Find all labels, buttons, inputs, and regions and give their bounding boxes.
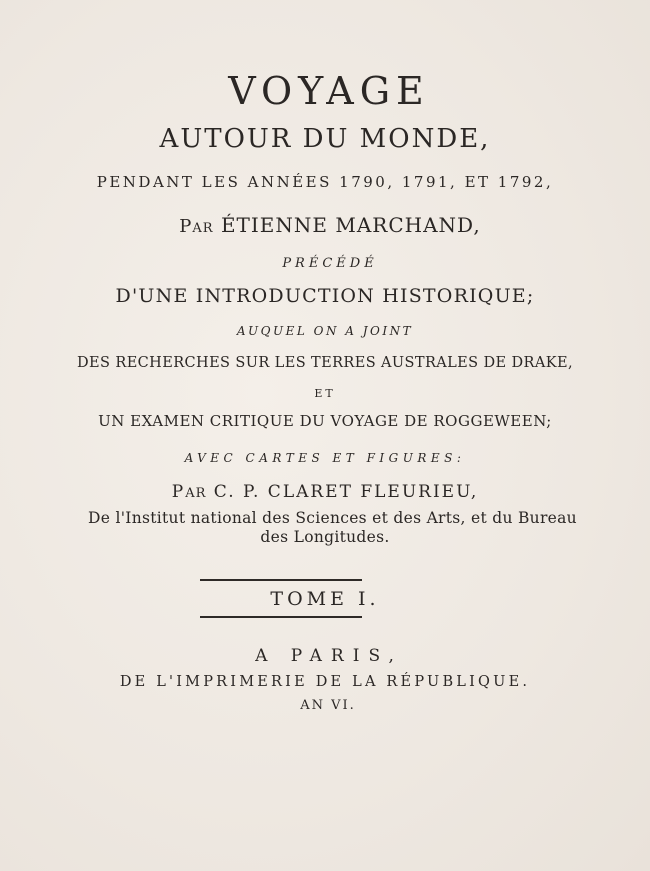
divider-top bbox=[200, 579, 362, 581]
editor-name: C. P. CLARET FLEURIEU, bbox=[213, 482, 479, 502]
place-of-publication: A PARIS, bbox=[255, 646, 403, 666]
et-conjunction: ET bbox=[314, 387, 336, 400]
author-line bbox=[0, 215, 650, 236]
editor-prefix-initial: P bbox=[171, 482, 186, 502]
examen-line: UN EXAMEN CRITIQUE DU VOYAGE DE ROGGEWEEN; bbox=[98, 412, 552, 430]
cartes-line: AVEC CARTES ET FIGURES: bbox=[184, 451, 466, 465]
recherches-line: DES RECHERCHES SUR LES TERRES AUSTRALES DE DRAKE, bbox=[77, 355, 573, 371]
divider-bottom bbox=[200, 616, 362, 618]
author-prefix-initial: P bbox=[179, 216, 193, 237]
auquel-text: AUQUEL ON A JOINT bbox=[236, 324, 414, 338]
editor-line bbox=[0, 484, 650, 501]
editor-prefix-rest: AR bbox=[185, 486, 207, 501]
publication-year: AN VI. bbox=[300, 698, 356, 713]
book-title: VOYAGE bbox=[228, 69, 430, 113]
affiliation-line-1: De l'Institut national des Sciences et des Arts, et du Bureau bbox=[88, 509, 577, 527]
book-subtitle: AUTOUR DU MONDE, bbox=[159, 124, 491, 154]
introduction-line: D'UNE INTRODUCTION HISTORIQUE; bbox=[115, 285, 535, 307]
author-prefix-rest: AR bbox=[192, 221, 214, 236]
author-name: ÉTIENNE MARCHAND, bbox=[220, 213, 481, 237]
volume-label: TOME I. bbox=[270, 588, 380, 610]
precede-text: PRÉCÉDÉ bbox=[282, 256, 378, 271]
voyage-years: PENDANT LES ANNÉES 1790, 1791, ET 1792, bbox=[96, 173, 554, 191]
affiliation-line-2: des Longitudes. bbox=[260, 528, 390, 546]
printer-line: DE L'IMPRIMERIE DE LA RÉPUBLIQUE. bbox=[119, 674, 531, 690]
